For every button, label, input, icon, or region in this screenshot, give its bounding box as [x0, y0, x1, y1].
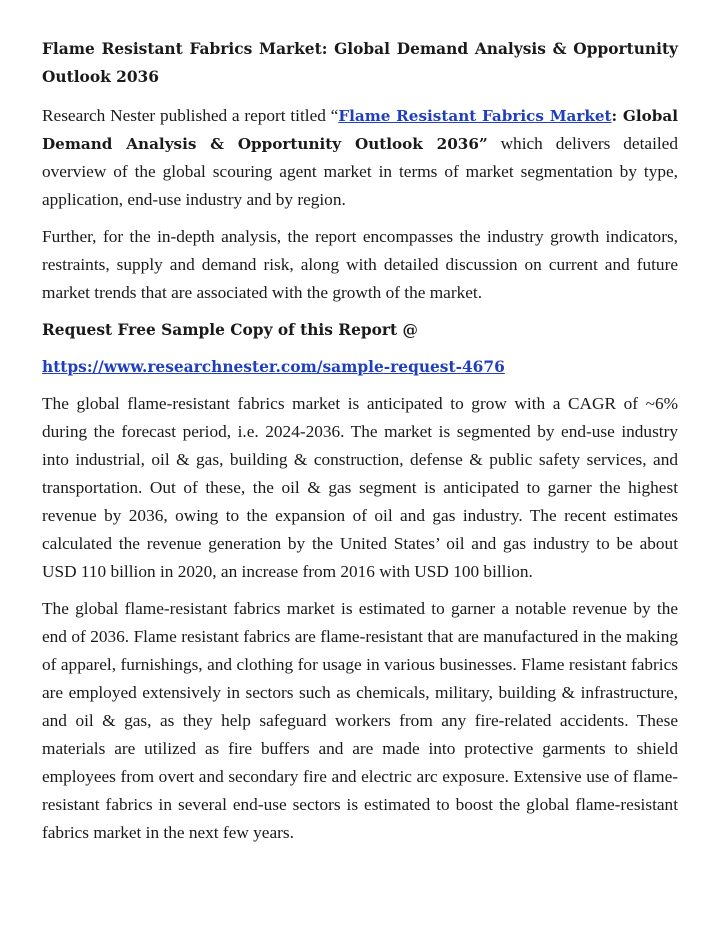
sample-request-link[interactable]: https://www.researchnester.com/sample-request-4676	[42, 358, 505, 376]
intro-title-rest: : Global Demand Analysis & Opportunity Outlook 2036”	[42, 107, 678, 153]
document-title: Flame Resistant Fabrics Market: Global Demand Analysis & Opportunity Outlook 2036	[42, 40, 678, 86]
request-sample-heading: Request Free Sample Copy of this Report @	[42, 321, 418, 339]
market-growth-paragraph: The global flame-resistant fabrics market is anticipated to grow with a CAGR of ~6% during the forecast period, i.e. 2024-2036. The market is segmented by end-use industry into industrial, oil & gas, building & construction, defense & public safety services, and transportation. Out of these, the oil & gas segment is anticipated to garner the highest revenue by 2036, owing to the expansion of oil and gas industry. The recent estimates calculated the revenue generation by the United States’ oil and gas industry to be about USD 110 billion in 2020, an increase from 2016 with USD 100 billion.	[42, 394, 678, 581]
intro-paragraph	[42, 102, 678, 214]
market-revenue-paragraph: The global flame-resistant fabrics market is estimated to garner a notable revenue by the end of 2036. Flame resistant fabrics are flame-resistant that are manufactured in the making of apparel, furnishings, and clothing for usage in various businesses. Flame resistant fabrics are employed extensively in sectors such as chemicals, military, building & infrastructure, and oil & gas, as they help safeguard workers from any fire-related accidents. These materials are utilized as fire buffers and are made into protective garments to shield employees from overt and secondary fire and electric arc exposure. Extensive use of flame-resistant fabrics in several end-use sectors is estimated to boost the global flame-resistant fabrics market in the next few years.	[42, 599, 678, 842]
report-title-link[interactable]: Flame Resistant Fabrics Market	[338, 107, 612, 125]
intro-suffix: which delivers detailed overview of the global scouring agent market in terms of market segmentation by type, application, end-use industry and by region.	[42, 134, 678, 209]
intro-prefix: Research Nester published a report titled “	[42, 106, 339, 125]
analysis-paragraph: Further, for the in-depth analysis, the report encompasses the industry growth indicators, restraints, supply and demand risk, along with detailed discussion on current and future market trends that are associated with the growth of the market.	[42, 227, 678, 302]
sample-request-url	[42, 353, 678, 381]
